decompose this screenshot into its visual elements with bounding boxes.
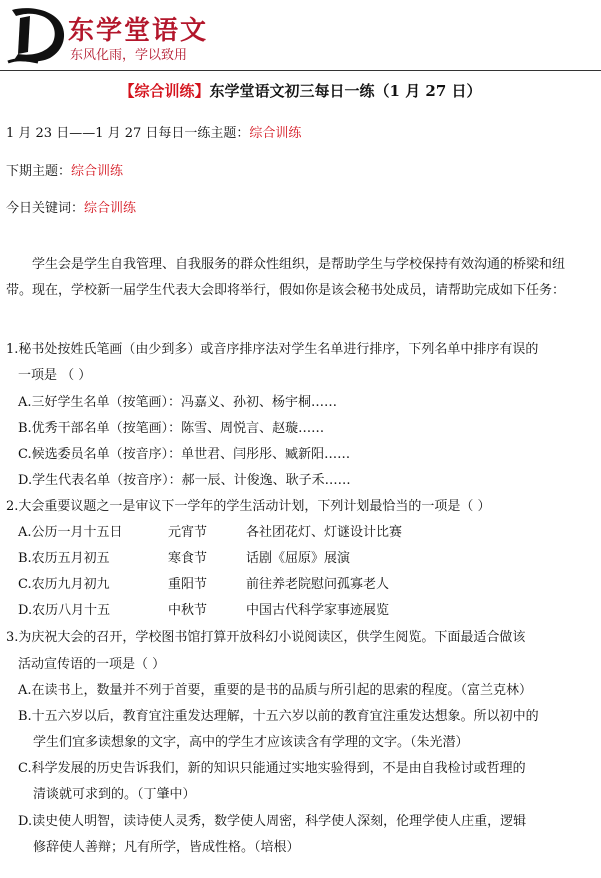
brand-logo [6,4,236,66]
q2-c-activity: 前往养老院慰问孤寡老人 [246,577,390,592]
q3-stem-line1: 3.为庆祝大会的召开，学校图书馆打算开放科幻小说阅读区，供学生阅览。下面最适合做该 [6,630,526,645]
keyword-line [6,197,136,216]
q3-option-b-line2: 学生们宜多读想象的文字，高中的学生才应该读含有学理的文字。（朱光潜） [33,735,469,750]
q2-c-festival: 重阳节 [168,577,208,592]
brush-d-logo-icon [6,4,68,64]
q1-option-b: B.优秀干部名单（按笔画）：陈雪、周悦言、赵璇…… [18,421,325,436]
title-rest: 东学堂语文初三每日一练（1 月 27 日） [209,82,482,100]
q3-option-c-line1: C.科学发展的历史告诉我们，新的知识只能通过实地实验得到，不是由自我检讨或哲理的 [18,761,526,776]
q3-option-d-line1: D.读史使人明智，读诗使人灵秀，数学使人周密，科学使人深刻，伦理学使人庄重，逻辑 [18,814,527,829]
q2-b-activity: 话剧《屈原》展演 [246,551,351,566]
next-label: 下期主题： [6,164,72,179]
q3-option-d-line2: 修辞使人善辩；凡有所学，皆成性格。（培根） [33,840,300,855]
brand-slogan: 东风化雨，学以致用 [70,48,188,63]
q3-option-a: A.在读书上，数量并不列于首要，重要的是书的品质与所引起的思索的程度。（富兰克林） [18,683,533,698]
q2-d-date: D.农历八月十五 [18,603,111,618]
keyword-value: 综合训练 [84,201,137,216]
q2-d-festival: 中秋节 [168,603,208,618]
period-line [6,122,301,141]
q2-stem: 2.大会重要议题之一是审议下一学年的学生活动计划，下列计划最恰当的一项是（ ） [6,499,491,514]
q1-option-d: D.学生代表名单（按音序）：郝一辰、计俊逸、耿子禾…… [18,473,351,488]
keyword-label: 今日关键词： [6,201,85,216]
period-topic: 综合训练 [249,126,302,141]
q2-d-activity: 中国古代科学家事迹展览 [246,603,390,618]
title-bracket-close: 】 [194,82,210,100]
intro-paragraph: 学生会是学生自我管理、自我服务的群众性组织，是帮助学生与学校保持有效沟通的桥梁和纽带。现在，学校新一届学生代表大会即将举行，假如你是该会秘书处成员，请帮助完成如下任务： [6,257,566,298]
q3-option-b-line1: B.十五六岁以后，教育宜注重发达理解，十五六岁以前的教育宜注重发达想象。所以初中的 [18,709,539,724]
q2-a-activity: 各社团花灯、灯谜设计比赛 [246,525,403,540]
q2-c-date: C.农历九月初九 [18,577,110,592]
next-topic: 综合训练 [71,164,124,179]
q2-b-date: B.农历五月初五 [18,551,110,566]
q2-a-festival: 元宵节 [168,525,208,540]
q1-stem-line1: 1.秘书处按姓氏笔画（由少到多）或音序排序法对学生名单进行排序，下列名单中排序有误的 [6,342,539,357]
q1-option-a: A.三好学生名单（按笔画）：冯嘉义、孙初、杨宇桐…… [18,395,338,410]
q2-b-festival: 寒食节 [168,551,208,566]
q1-option-c: C.候选委员名单（按音序）：单世君、闫彤彤、臧新阳…… [18,447,351,462]
header-divider [0,70,601,71]
next-topic-line [6,160,123,179]
period-label: 1 月 23 日——1 月 27 日每日一练主题： [6,126,250,141]
title-topic: 综合训练 [134,82,195,100]
title-bracket-open: 【 [119,82,135,100]
brand-name: 东学堂语文 [68,16,209,46]
q3-option-c-line2: 清谈就可求到的。（丁肇中） [33,787,196,802]
q3-stem-line2: 活动宣传语的一项是（ ） [18,657,166,672]
page-title [0,80,601,101]
q2-a-date: A.公历一月十五日 [18,525,123,540]
q1-stem-line2: 一项是 （ ） [18,368,92,383]
